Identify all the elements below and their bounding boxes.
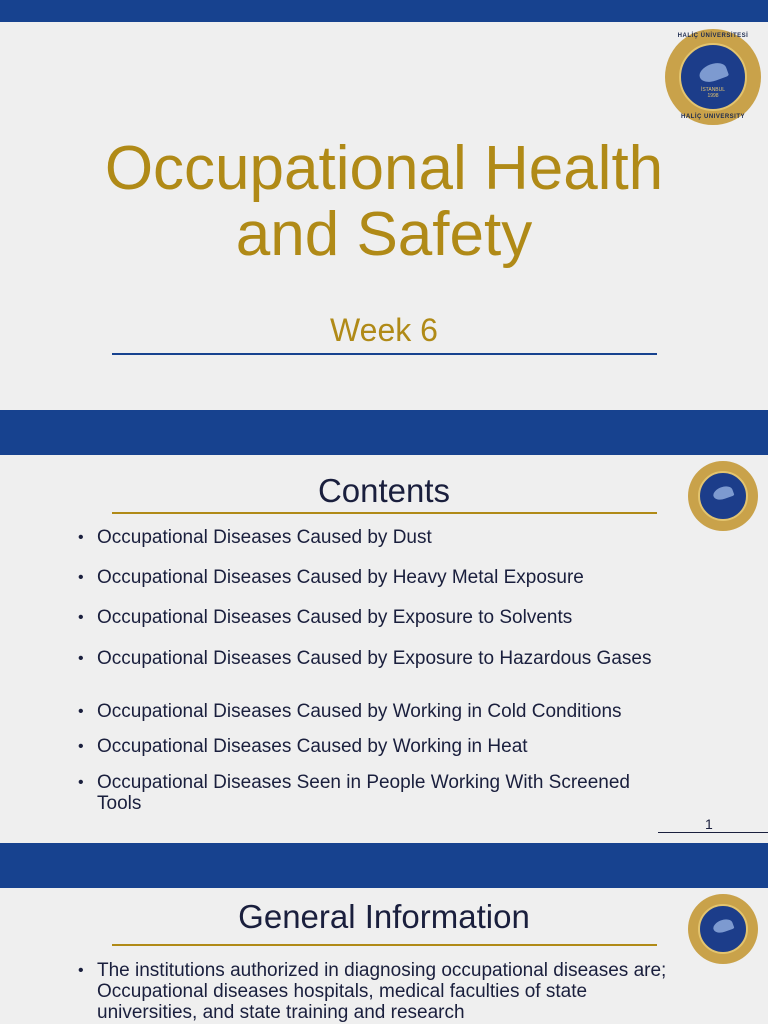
university-seal-logo: İSTANBUL 1998 HALİÇ ÜNİVERSİTESİ HALİÇ UNIVERSITY <box>665 29 761 125</box>
list-item: • Occupational Diseases Caused by Dust <box>78 527 678 548</box>
general-information-heading: General Information <box>238 898 530 935</box>
page-number-underline <box>658 832 768 833</box>
top-band <box>0 0 768 22</box>
list-item: • Occupational Diseases Caused by Exposure to Hazardous Gases <box>78 648 658 669</box>
contents-slide <box>0 455 768 843</box>
list-item: • Occupational Diseases Seen in People Working With Screened Tools <box>78 772 638 814</box>
subtitle-underline <box>112 353 657 355</box>
heading-underline <box>112 944 657 946</box>
presentation-title-line-2: and Safety <box>235 200 533 269</box>
list-item: • Occupational Diseases Caused by Working in Heat <box>78 736 678 757</box>
list-item: • Occupational Diseases Caused by Exposure to Solvents <box>78 607 678 628</box>
week-subtitle: Week 6 <box>330 312 438 348</box>
title-slide <box>0 22 768 410</box>
page-number: 1 <box>705 816 713 832</box>
heading-underline <box>112 512 657 514</box>
divider-band-1 <box>0 410 768 455</box>
contents-heading: Contents <box>317 472 451 509</box>
presentation-title-line-1: Occupational Health <box>104 134 664 203</box>
divider-band-2 <box>0 843 768 888</box>
list-item: • Occupational Diseases Caused by Working in Cold Conditions <box>78 701 678 722</box>
general-information-slide <box>0 888 768 1024</box>
list-item: • Occupational Diseases Caused by Heavy Metal Exposure <box>78 567 678 588</box>
list-item: • The institutions authorized in diagnosing occupational diseases are; Occupational diseases hospitals, medical faculties of state universities, and state training and research <box>78 960 668 1023</box>
